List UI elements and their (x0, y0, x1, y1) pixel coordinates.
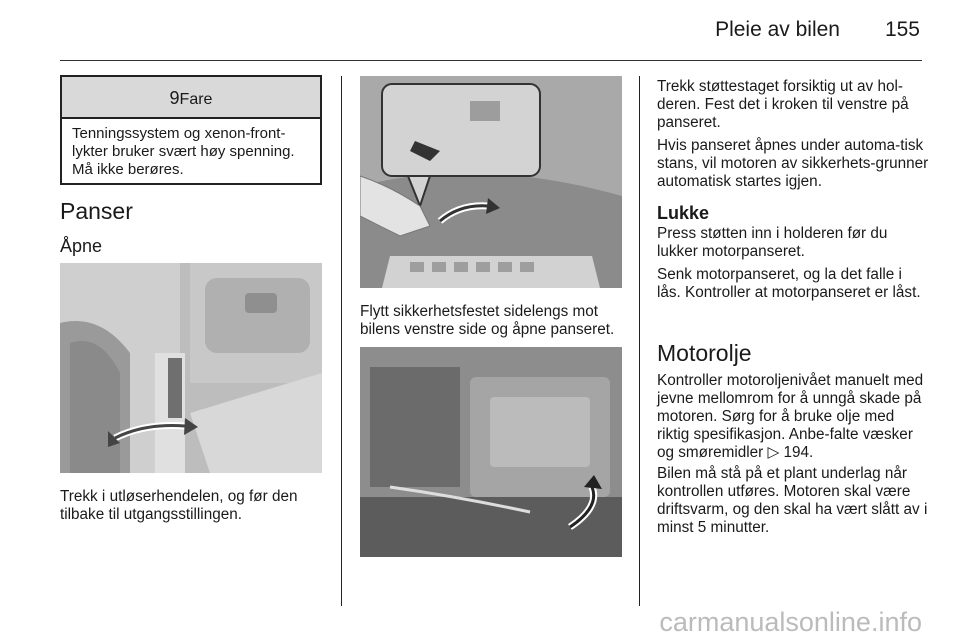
paragraph-close-1: Press støtten inn i holderen før du lukker motorpanseret. (657, 225, 888, 260)
paragraph-oil-2: Bilen må stå på et plant underlag når kontrollen utføres. Motoren skal være driftsvarm, og den skal ha vært slått av i minst 5 minutter. (657, 465, 928, 536)
column-divider-right (639, 76, 640, 606)
caption-release-lever: Trekk i utløserhendelen, og før den tilbake til utgangsstillingen. (60, 488, 298, 523)
column-divider-left (341, 76, 342, 606)
warning-title: Fare (179, 91, 213, 108)
page-header (0, 0, 960, 62)
section-title-motorolje: Motorolje (657, 340, 752, 366)
paragraph-oil-1: Kontroller motoroljenivået manuelt med jevne mellomrom for å unngå skade på motoren. Sørg for å bruke olje med riktig spesifikasjon. Anbe-falte væsker og smøremidler ▷ 194. (657, 372, 924, 461)
subsection-title-open: Åpne (60, 236, 103, 256)
warning-triangle-icon: 9 (169, 88, 180, 108)
figure-engine-bay (360, 347, 622, 557)
warning-text: Tenningssystem og xenon-front-lykter bruker svært høy spenning. Må ikke berøres. (72, 125, 295, 178)
paragraph-auto-stop: Hvis panseret åpnes under automa-tisk stans, vil motoren av sikkerhets-grunner automatisk startes igjen. (657, 137, 929, 190)
watermark: carmanualsonline.info (659, 607, 922, 637)
danger-warning-box (60, 75, 322, 185)
paragraph-support-stay: Trekk støttestaget forsiktig ut av hol-deren. Fest det i kroken til venstre på panseret. (657, 78, 909, 131)
figure-release-lever (60, 263, 322, 473)
page-number: 155 (884, 18, 920, 41)
header-rule (60, 60, 922, 61)
figure-safety-catch (360, 76, 622, 288)
paragraph-close-2: Senk motorpanseret, og la det falle i lås. Kontroller at motorpanseret er låst. (657, 266, 921, 301)
caption-safety-catch: Flytt sikkerhetsfestet sidelengs mot bilens venstre side og åpne panseret. (360, 303, 615, 338)
warning-header (62, 77, 320, 119)
subsection-title-close: Lukke (657, 203, 710, 223)
section-title-panser: Panser (60, 198, 133, 224)
header-title: Pleie av bilen (715, 18, 840, 41)
